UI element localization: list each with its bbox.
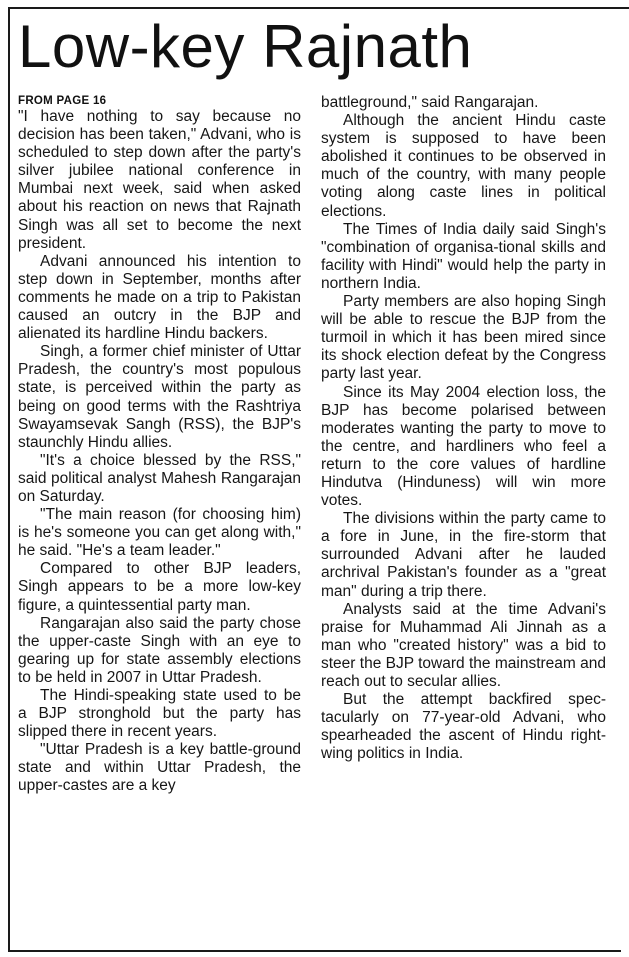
paragraph: Since its May 2004 election loss, the BJP has become polarised between moderates wanting the party to move to the centre, and hardliners who feel a return to the core values of hardline Hindutva (Hinduness) will win more votes. xyxy=(321,383,606,510)
paragraph: "The main reason (for choosing him) is he's someone you can get along with," he said. "He's a team leader." xyxy=(18,506,301,560)
paragraph: The Hindi-speaking state used to be a BJP stronghold but the party has slipped there in recent years. xyxy=(18,687,301,741)
paragraph: "Uttar Pradesh is a key battle-ground state and within Uttar Pradesh, the upper-castes are a key xyxy=(18,741,301,795)
paragraph: "It's a choice blessed by the RSS," said political analyst Mahesh Rangarajan on Saturday. xyxy=(18,451,301,505)
paragraph: Analysts said at the time Advani's praise for Muhammad Ali Jinnah as a man who "created history" was a bid to steer the BJP toward the mainstream and reach out to secular allies. xyxy=(321,600,606,690)
left-border-rule xyxy=(8,7,10,952)
paragraph: "I have nothing to say because no decision has been taken," Advani, who is scheduled to step down after the party's silver jubilee national conference in Mumbai next week, said when asked about his reaction on news that Rajnath Singh was all set to become the next president. xyxy=(18,108,301,252)
article-column-right xyxy=(321,94,606,763)
paragraph: Singh, a former chief minister of Uttar Pradesh, the country's most populous state, is perceived within the party as being on good terms with the Rashtriya Swayamsevak Sangh (RSS), the BJP's staunchly Hindu allies. xyxy=(18,343,301,451)
paragraph: Compared to other BJP leaders, Singh appears to be a more low-key figure, a quintessential party man. xyxy=(18,560,301,614)
bottom-border-rule xyxy=(8,950,621,952)
continuation-kicker: FROM PAGE 16 xyxy=(18,95,107,107)
paragraph: The Times of India daily said Singh's "combination of organisa-tional skills and facility with Hindi" would help the party in northern India. xyxy=(321,220,606,292)
paragraph: Rangarajan also said the party chose the upper-caste Singh with an eye to gearing up for state assembly elections to be held in 2007 in Uttar Pradesh. xyxy=(18,614,301,686)
top-border-rule xyxy=(8,7,629,9)
paragraph: The divisions within the party came to a fore in June, in the fire-storm that surrounded Advani after he lauded archrival Pakistan's founder as a "great man" during a trip there. xyxy=(321,510,606,600)
article-column-left xyxy=(18,94,301,796)
paragraph: Advani announced his intention to step down in September, months after comments he made on a trip to Pakistan caused an outcry in the BJP and alienated its hardline Hindu backers. xyxy=(18,252,301,343)
headline: Low-key Rajnath xyxy=(18,13,473,80)
paragraph: battleground," said Rangarajan. xyxy=(321,94,539,111)
paragraph: Although the ancient Hindu caste system is supposed to have been abolished it continues to be observed in much of the country, with many people voting along caste lines in political elections. xyxy=(321,112,606,220)
paragraph: But the attempt backfired spec-tacularly on 77-year-old Advani, who spearheaded the ascent of Hindu right-wing politics in India. xyxy=(321,691,606,763)
paragraph: Party members are also hoping Singh will be able to rescue the BJP from the turmoil in which it has been mired since its shock election defeat by the Congress party last year. xyxy=(321,293,606,383)
